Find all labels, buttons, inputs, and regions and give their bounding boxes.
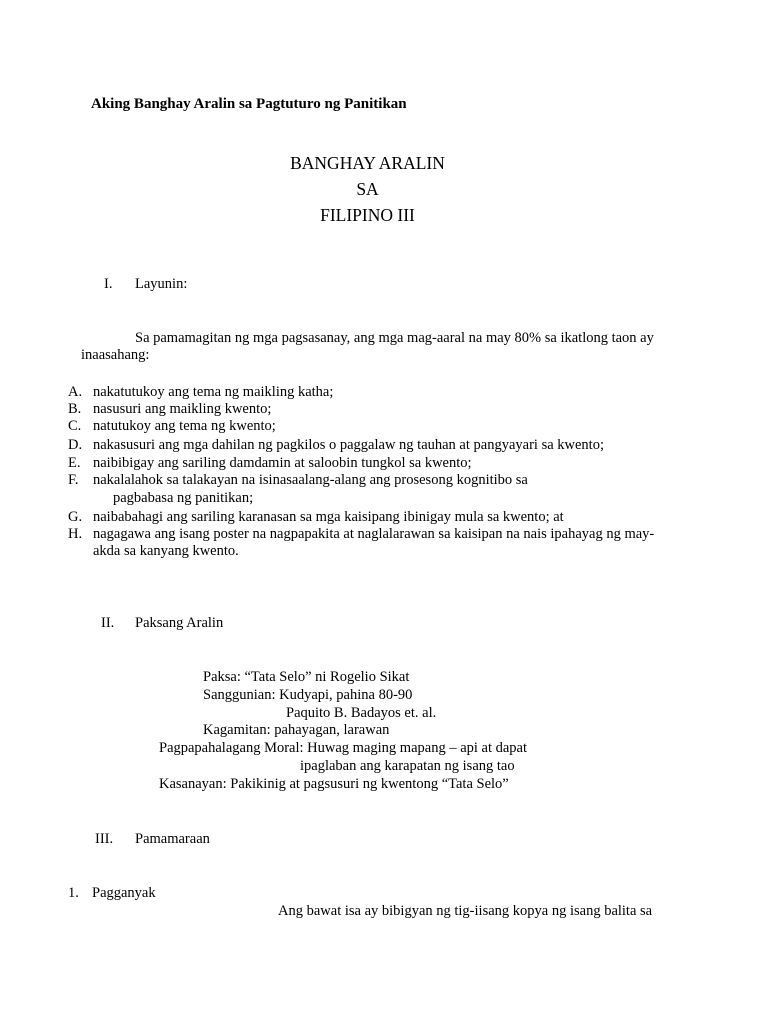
objective-text: naibabahagi ang sariling karanasan sa mga kaisipang ibinigay mula sa kwento; at	[93, 509, 564, 525]
objective-continuation: akda sa kanyang kwento.	[93, 543, 239, 559]
objective-letter: A.	[68, 384, 83, 400]
objectives-intro-line-2: inaasahang:	[81, 347, 150, 363]
title-line-1: BANGHAY ARALIN	[290, 153, 445, 173]
objective-text: nagagawa ang isang poster na nagpapakita at naglalarawan sa kaisipan na nais ipahayag ng may-	[93, 526, 655, 542]
kagamitan-line: Kagamitan: pahayagan, larawan	[203, 722, 390, 738]
objective-text: natutukoy ang tema ng kwento;	[93, 418, 276, 434]
objective-item	[68, 417, 276, 435]
paksa-line: Paksa: “Tata Selo” ni Rogelio Sikat	[203, 669, 410, 685]
objective-text: nakasusuri ang mga dahilan ng pagkilos o paggalaw ng tauhan at pangyayari sa kwento;	[93, 437, 604, 453]
objective-letter: F.	[68, 472, 79, 488]
objective-letter: H.	[68, 526, 83, 542]
section-2-numeral: II.	[101, 615, 115, 631]
objective-item	[68, 508, 564, 526]
objective-text: nasusuri ang maikling kwento;	[93, 401, 272, 417]
objective-item	[68, 436, 604, 454]
section-1-label: Layunin:	[135, 276, 188, 292]
section-2-label: Paksang Aralin	[135, 615, 224, 631]
objective-text: nakatutukoy ang tema ng maikling katha;	[93, 384, 334, 400]
objective-item	[68, 400, 271, 418]
objective-text: nakalalahok sa talakayan na isinasaalang-alang ang prosesong kognitibo sa	[93, 472, 528, 488]
objective-letter: B.	[68, 401, 82, 417]
title-line-3: FILIPINO III	[320, 205, 415, 225]
objective-item	[68, 454, 472, 472]
section-3-numeral: III.	[95, 831, 114, 847]
procedure-number: 1.	[68, 885, 79, 901]
sanggunian-line: Sanggunian: Kudyapi, pahina 80-90	[203, 687, 413, 703]
title-line-2: SA	[356, 179, 379, 199]
section-3-label: Pamamaraan	[135, 831, 210, 847]
objective-letter: G.	[68, 509, 83, 525]
objective-item	[68, 471, 528, 489]
moral-continuation: ipaglaban ang karapatan ng isang tao	[300, 758, 515, 774]
procedure-text: Ang bawat isa ay bibigyan ng tig-iisang kopya ng isang balita sa	[278, 903, 653, 919]
procedure-label: Pagganyak	[92, 885, 156, 901]
objective-letter: D.	[68, 437, 83, 453]
objective-continuation: pagbabasa ng panitikan;	[113, 490, 254, 506]
kasanayan-line: Kasanayan: Pakikinig at pagsusuri ng kwentong “Tata Selo”	[159, 776, 509, 792]
objective-letter: E.	[68, 455, 81, 471]
document-heading: Aking Banghay Aralin sa Pagtuturo ng Panitikan	[91, 96, 407, 112]
moral-line: Pagpapahalagang Moral: Huwag maging mapang – api at dapat	[159, 740, 528, 756]
objective-item	[68, 525, 654, 543]
sanggunian-continuation: Paquito B. Badayos et. al.	[286, 705, 437, 721]
objective-item	[68, 383, 333, 401]
objective-letter: C.	[68, 418, 82, 434]
objectives-intro-line-1: Sa pamamagitan ng mga pagsasanay, ang mga mag-aaral na may 80% sa ikatlong taon ay	[135, 330, 654, 346]
section-1-numeral: I.	[104, 276, 113, 292]
objective-text: naibibigay ang sariling damdamin at saloobin tungkol sa kwento;	[93, 455, 472, 471]
